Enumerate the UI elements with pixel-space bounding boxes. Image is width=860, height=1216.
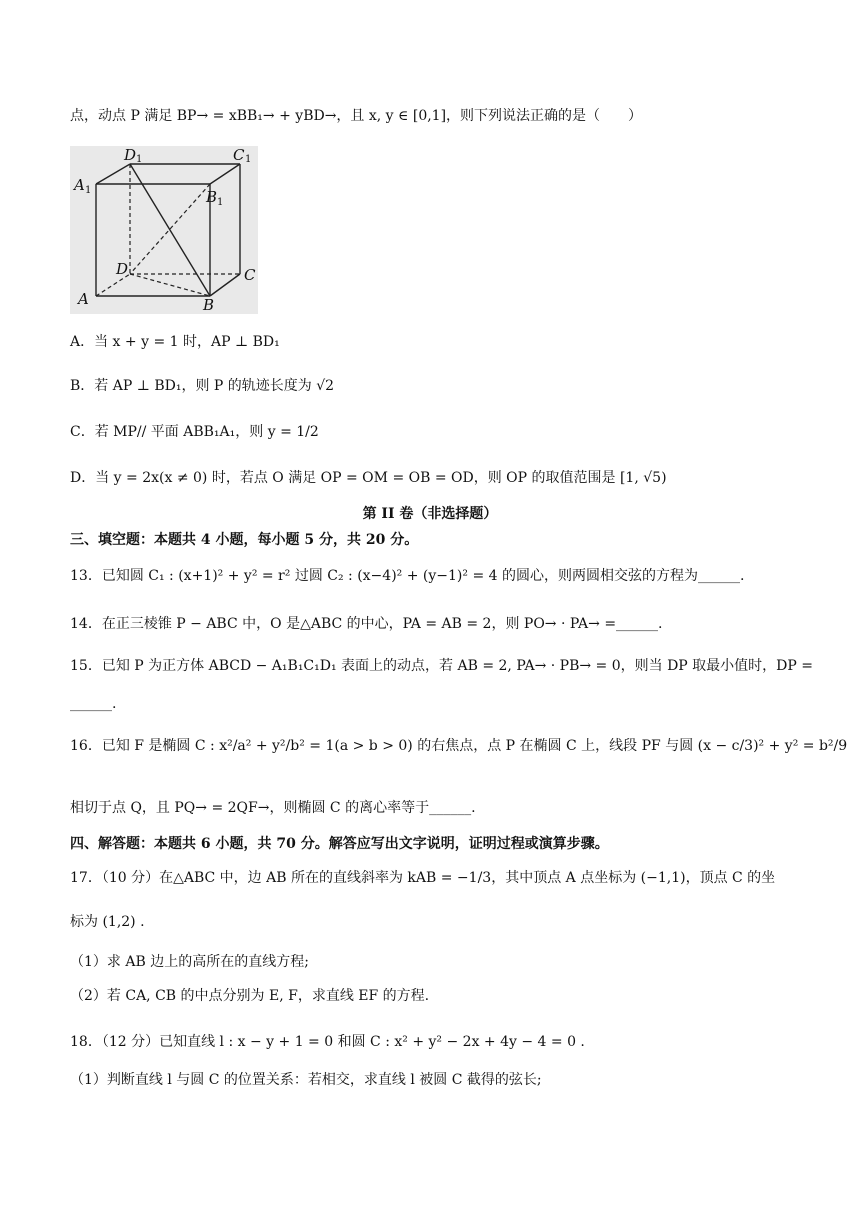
part2-title: 第 II 卷（非选择题） bbox=[362, 506, 498, 522]
option-c: C．若 MP// 平面 ABB₁A₁，则 y = 1/2 bbox=[70, 424, 319, 440]
label-d1: D bbox=[124, 146, 137, 164]
cube-diagram bbox=[70, 146, 258, 314]
label-d1-sub: 1 bbox=[136, 154, 143, 165]
question-16-line1: 16．已知 F 是椭圆 C : x²/a² + y²/b² = 1(a > b > 0) 的右焦点，点 P 在椭圆 C 上，线段 PF 与圆 (x − c/3)² + y² = b²/9 bbox=[70, 738, 848, 754]
question-17-line1: 17．（10 分）在△ABC 中，边 AB 所在的直线斜率为 kAB = −1/3，其中顶点 A 点坐标为 (−1,1)，顶点 C 的坐 bbox=[70, 870, 776, 886]
question-17-line2: 标为 (1,2) . bbox=[70, 914, 145, 930]
option-d: D．当 y = 2x(x ≠ 0) 时，若点 O 满足 OP = OM = OB = OD，则 OP 的取值范围是 [1, √5) bbox=[70, 470, 667, 486]
label-c: C bbox=[244, 266, 256, 284]
option-b: B．若 AP ⊥ BD₁，则 P 的轨迹长度为 √2 bbox=[70, 378, 335, 394]
question-15-line2: ______. bbox=[70, 696, 117, 712]
question-13: 13．已知圆 C₁ : (x+1)² + y² = r² 过圆 C₂ : (x−4)² + (y−1)² = 4 的圆心，则两圆相交弦的方程为______. bbox=[70, 568, 745, 584]
label-a: A bbox=[78, 290, 89, 308]
option-a: A．当 x + y = 1 时，AP ⊥ BD₁ bbox=[70, 334, 280, 350]
section3-heading: 三、填空题：本题共 4 小题，每小题 5 分，共 20 分。 bbox=[70, 532, 419, 548]
label-a1-sub: 1 bbox=[85, 185, 92, 196]
question-18-line1: 18．（12 分）已知直线 l : x − y + 1 = 0 和圆 C : x² + y² − 2x + 4y − 4 = 0 . bbox=[70, 1034, 585, 1050]
question-15-line1: 15．已知 P 为正方体 ABCD − A₁B₁C₁D₁ 表面上的动点，若 AB = 2, PA→ · PB→ = 0，则当 DP 取最小值时，DP = bbox=[70, 658, 814, 674]
label-d: D bbox=[116, 260, 129, 278]
question-17-sub1: （1）求 AB 边上的高所在的直线方程; bbox=[70, 954, 309, 970]
section4-heading: 四、解答题：本题共 6 小题，共 70 分。解答应写出文字说明，证明过程或演算步骤。 bbox=[70, 836, 609, 852]
question-14: 14．在正三棱锥 P − ABC 中，O 是△ABC 的中心，PA = AB = 2，则 PO→ · PA→ =______. bbox=[70, 616, 663, 632]
label-b1: B bbox=[206, 188, 218, 206]
label-c1-sub: 1 bbox=[245, 154, 252, 165]
question-17-sub2: （2）若 CA, CB 的中点分别为 E, F，求直线 EF 的方程. bbox=[70, 988, 430, 1004]
question-16-line2: 相切于点 Q，且 PQ→ = 2QF→，则椭圆 C 的离心率等于______. bbox=[70, 800, 476, 816]
question-18-sub1: （1）判断直线 l 与圆 C 的位置关系：若相交，求直线 l 被圆 C 截得的弦长; bbox=[70, 1072, 542, 1088]
question-12-stem: 点，动点 P 满足 BP→ = xBB₁→ + yBD→，且 x, y ∈ [0,1]，则下列说法正确的是（ ） bbox=[70, 108, 643, 124]
label-c1: C bbox=[233, 146, 245, 164]
cube-figure bbox=[70, 146, 258, 314]
label-b: B bbox=[203, 296, 215, 314]
label-b1-sub: 1 bbox=[217, 197, 224, 208]
label-a1: A bbox=[74, 176, 85, 194]
